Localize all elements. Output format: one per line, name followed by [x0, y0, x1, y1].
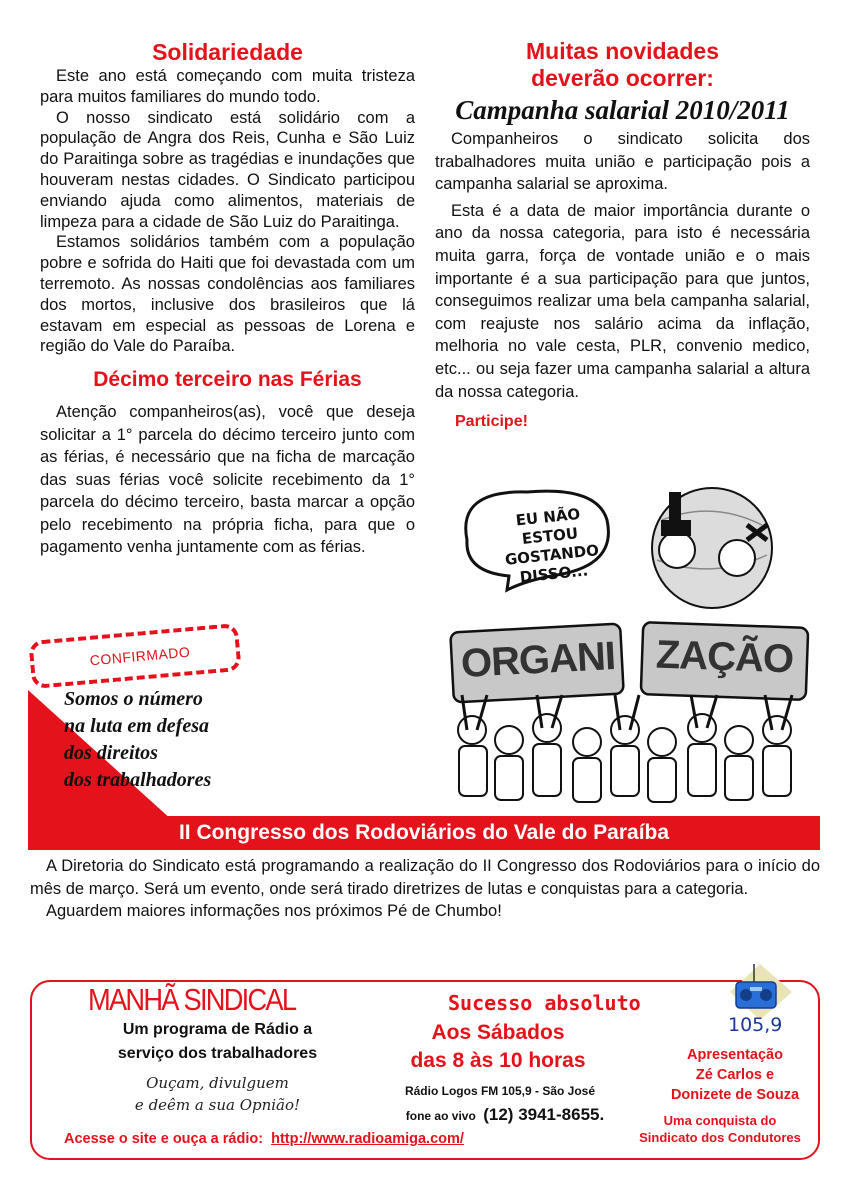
- confirmed-statement: [64, 686, 211, 794]
- congress-p1: A Diretoria do Sindicato está programando a realização do II Congresso dos Rodoviários para o início do mês de março. Será um evento, onde será tirado diretrizes de lutas e conquistas para a categoria.: [30, 857, 820, 898]
- confirmed-line-1: Somos o número: [64, 688, 203, 710]
- confirmed-line-3: dos direitos: [64, 742, 158, 764]
- solidarity-p1: Este ano está começando com muita tristeza para muitos familiares do mundo todo.: [40, 67, 415, 106]
- thirteenth-p1: Atenção companheiros(as), você que deseja solicitar a 1° parcela do décimo terceiro junto com as férias, é necessário que na ficha de marcação das suas férias você solicite recebimento da 1° parcela do décimo terceiro, basta marcar a opção pelo recebimento na própria ficha, para que o pagamento venha juntamente com as férias.: [40, 403, 415, 557]
- presenters-line-1: Apresentação: [687, 1047, 783, 1063]
- cartoon-speech-line-1: EU NÃO: [514, 504, 582, 530]
- conquest-note: [600, 1112, 840, 1146]
- manha-sindical-logo: MANHÃ SINDICAL: [88, 982, 296, 1017]
- cartoon-speech-line-2: ESTOU GOSTANDO: [504, 524, 600, 569]
- campaign-p1: Companheiros o sindicato solicita dos trabalhadores muita união e participação pois a campanha salarial se aproxima.: [435, 130, 810, 194]
- confirmed-line-4: dos trabalhadores: [64, 769, 212, 791]
- radio-icon: [720, 962, 800, 1022]
- confirmed-line-2: na luta em defesa: [64, 715, 209, 737]
- organization-cartoon: [447, 480, 812, 810]
- success-label: Sucesso absoluto: [448, 991, 641, 1015]
- radio-description: [60, 1018, 375, 1066]
- radio-handwritten-note: [90, 1072, 345, 1116]
- handwritten-line-1: Ouçam, divulguem: [146, 1074, 289, 1092]
- radio-station: Rádio Logos FM 105,9 - São José: [404, 1084, 596, 1098]
- presenters-line-3: Donizete de Souza: [670, 1087, 800, 1103]
- radio-site-line: [64, 1131, 464, 1147]
- schedule-days: Aos Sábados: [431, 1021, 565, 1044]
- solidarity-heading: Solidariedade: [152, 39, 303, 65]
- right-column: [435, 38, 810, 431]
- left-column: [40, 38, 415, 559]
- schedule-hours: das 8 às 10 horas: [410, 1049, 586, 1072]
- phone-label: fone ao vivo: [405, 1109, 476, 1123]
- campaign-text: [435, 128, 810, 403]
- conquest-line-1: Uma conquista do: [663, 1113, 777, 1128]
- news-heading-line-1: Muitas novidades: [526, 38, 719, 64]
- solidarity-text: [40, 66, 415, 357]
- congress-p2: Aguardem maiores informações nos próximos Pé de Chumbo!: [46, 902, 502, 921]
- radio-site-label: Acesse o site e ouça a rádio:: [64, 1131, 264, 1147]
- solidarity-p3: Estamos solidários também com a população pobre e sofrida do Haiti que foi devastada com um terremoto. As nossas condolências aos familiares dos mortos, inclusive dos brasileiros que lá estavam em especial as pessoas de Lorena e região do Vale do Paraíba.: [40, 233, 415, 356]
- campaign-title: Campanha salarial 2010/2011: [455, 95, 790, 125]
- radio-phone-line: [385, 1105, 625, 1125]
- radio-schedule: [388, 1019, 608, 1075]
- cartoon-speech: [487, 502, 614, 590]
- radio-description-line-2: serviço dos trabalhadores: [117, 1045, 318, 1062]
- cartoon-word-organi: ORGANI: [459, 634, 617, 687]
- cartoon-word-zacao: ZAÇÃO: [655, 632, 794, 682]
- cartoon-speech-line-3: DISSO...: [518, 561, 589, 587]
- news-heading-line-2: deverão ocorrer:: [531, 65, 714, 91]
- phone-number: (12) 3941-8655.: [483, 1105, 605, 1124]
- solidarity-p2: O nosso sindicato está solidário com a população de Angra dos Reis, Cunha e São Luiz do Paraitinga sobre as tragédias e inundações que houveram nestas cidades. O Sindicato participou enviando ajuda como alimentos, materiais de limpeza para a cidade de São Luiz do Paraitinga.: [40, 108, 415, 231]
- radio-site-link[interactable]: http://www.radioamiga.com/: [271, 1131, 464, 1147]
- participate-label: Participe!: [455, 413, 528, 431]
- confirmed-stamp-label: CONFIRMADO: [89, 643, 191, 669]
- handwritten-line-2: e deêm a sua Opnião!: [134, 1096, 301, 1114]
- presenters-line-2: Zé Carlos e: [695, 1067, 775, 1083]
- thirteenth-heading: Décimo terceiro nas Férias: [93, 368, 362, 392]
- radio-frequency: 105,9: [728, 1014, 783, 1036]
- presenters: [640, 1045, 830, 1105]
- campaign-p2: Esta é a data de maior importância durante o ano da nossa categoria, para isto é necessária muita garra, força de vontade união e o mais importante é a sua participação para que juntos, conseguimos realizar uma bela campanha salarial, com reajuste nos salário acima da inflação, melhoria no vale cesta, PLR, convenio medico, etc... ou seja fazer uma campanha salarial a altura da nossa categoria.: [435, 201, 810, 401]
- congress-banner: II Congresso dos Rodoviários do Vale do Paraíba: [28, 816, 820, 850]
- conquest-line-2: Sindicato dos Condutores: [639, 1130, 801, 1145]
- thirteenth-text: [40, 401, 415, 559]
- radio-description-line-1: Um programa de Rádio a: [122, 1021, 313, 1038]
- congress-text: [30, 855, 820, 923]
